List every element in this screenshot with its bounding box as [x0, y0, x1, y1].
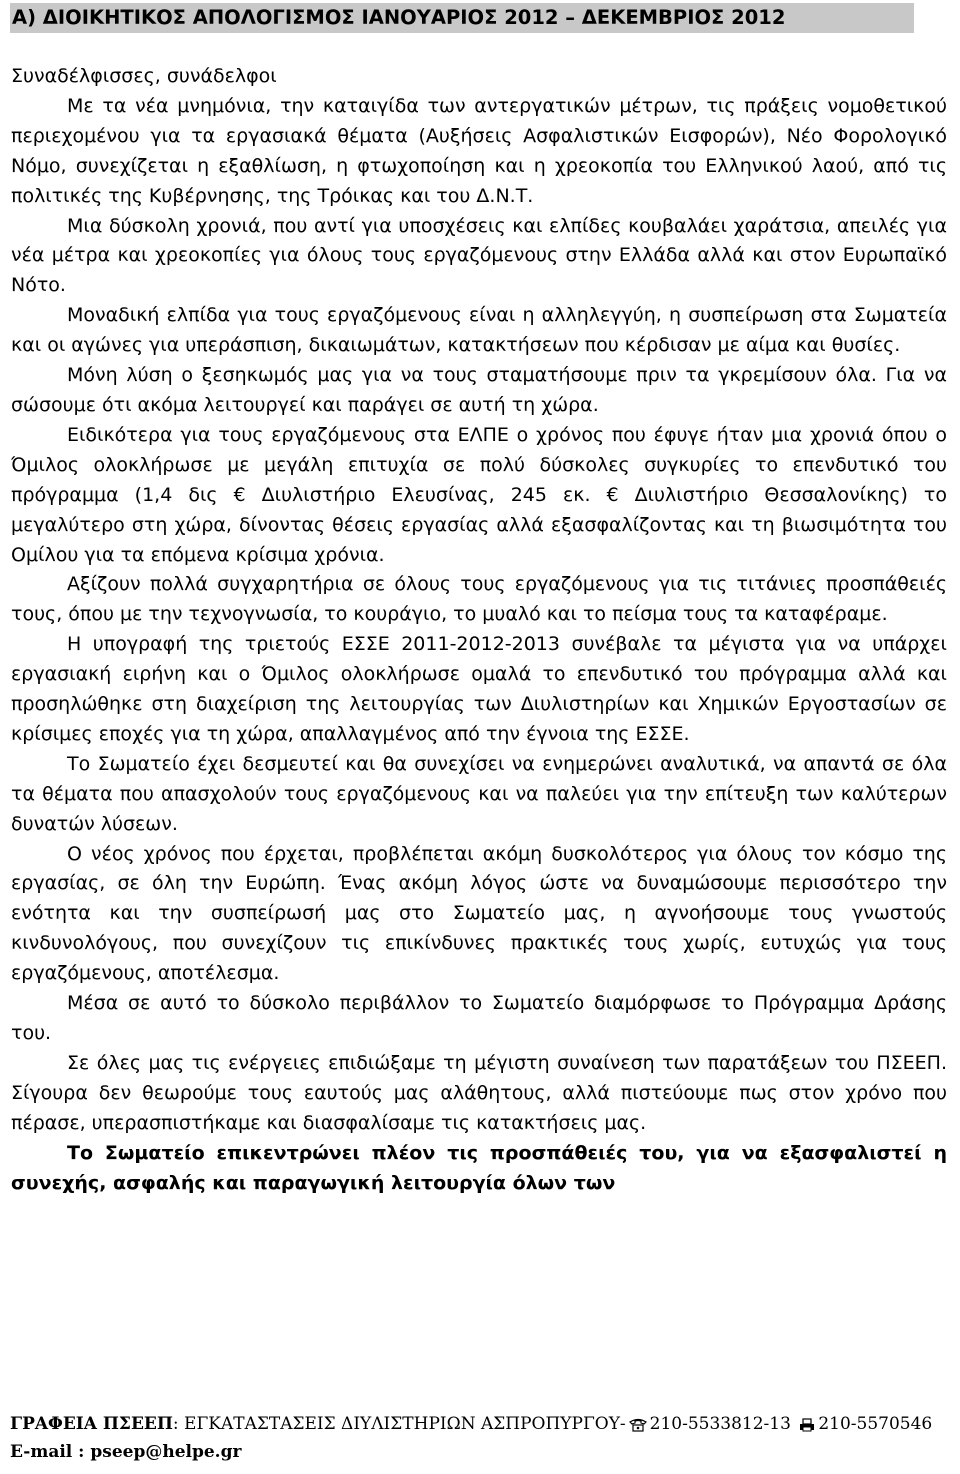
paragraph-1: Με τα νέα μνημόνια, την καταιγίδα των αντεργατικών μέτρων, τις πράξεις νομοθετικού περιεχομένου για τα εργασιακά θέματα (Αυξήσεις Ασφαλιστικών Εισφορών), Νέο Φορολογικό Νόμο, συνεχίζεται η εξαθλίωση, η φτωχοποίηση και η χρεοκοπία του Ελληνικού λαού, από τις πολιτικές της Κυβέρνησης, της Τρόικας και του Δ.Ν.Τ. — [11, 94, 947, 207]
paragraph-8: Το Σωματείο έχει δεσμευτεί και θα συνεχίσει να ενημερώνει αναλυτικά, να απαντά σε όλα τα θέματα που απασχολούν τους εργαζόμενους και να παλεύει για την επίτευξη των καλύτερων δυνατών λύσεων. — [11, 752, 947, 835]
bold-paragraph: Το Σωματείο επικεντρώνει πλέον τις προσπάθειές του, για να εξασφαλιστεί η συνεχής, ασφαλής και παραγωγική λειτουργία όλων των — [11, 1141, 947, 1194]
page-heading: Α) ΔΙΟΙΚΗΤΙΚΟΣ ΑΠΟΛΟΓΙΣΜΟΣ ΙΑΝΟΥΑΡΙΟΣ 2012 – ΔΕΚΕΜΒΡΙΟΣ 2012 — [10, 3, 914, 33]
document-body — [11, 62, 947, 1198]
paragraph-11: Σε όλες μας τις ενέργειες επιδιώξαμε τη μέγιστη συναίνεση των παρατάξεων του ΠΣΕΕΠ. Σίγουρα δεν θεωρούμε τους εαυτούς μας αλάθητους, αλλά πιστεύουμε πως στον χρόνο που πέρασε, υπερασπιστήκαμε και διασφαλίσαμε τις κατακτήσεις μας. — [11, 1051, 947, 1134]
paragraph-4: Μόνη λύση ο ξεσηκωμός μας για να τους σταματήσουμε πριν τα γκρεμίσουν όλα. Για να σώσουμε ότι ακόμα λειτουργεί και παράγει σε αυτή τη χώρα. — [11, 364, 947, 416]
paragraph-9: Ο νέος χρόνος που έρχεται, προβλέπεται ακόμη δυσκολότερος για όλους τον κόσμο της εργασίας, σε όλη την Ευρώπη. Ένας ακόμη λόγος ώστε να δυναμώσουμε περισσότερο την ενότητα και την συσπείρωσή μας στο Σωματείο μας, η αγνοήσουμε τους γνωστούς κινδυνολόγους, που συνεχίζουν τις επικίνδυνες πρακτικές τους χωρίς, ευτυχώς για τους εργαζόμενους, αποτέλεσμα. — [11, 842, 947, 985]
fax-icon — [799, 1415, 815, 1440]
office-label: ΓΡΑΦΕΙΑ ΠΣΕΕΠ — [10, 1414, 173, 1434]
paragraph-3: Μοναδική ελπίδα για τους εργαζόμενους είναι η αλληλεγγύη, η συσπείρωση στα Σωματεία και οι αγώνες για υπεράσπιση, δικαιωμάτων, κατακτήσεων που κέρδισαν με αίμα και θυσίες. — [11, 304, 947, 357]
footer-line-1 — [10, 1412, 950, 1440]
office-address: : ΕΓΚΑΤΑΣΤΑΣΕΙΣ ΔΙΥΛΙΣΤΗΡΙΩΝ ΑΣΠΡΟΠΥΡΓΟΥ- — [172, 1414, 626, 1434]
paragraph-6: Αξίζουν πολλά συγχαρητήρια σε όλους τους εργαζόμενους για τις τιτάνιες προσπάθειές τους, όπου με την τεχνογνωσία, το κουράγιο, το μυαλό και το πείσμα τους τα καταφέραμε. — [11, 573, 947, 626]
phone-number: 210-5533812-13 — [649, 1414, 791, 1434]
paragraph-10: Μέσα σε αυτό το δύσκολο περιβάλλον το Σωματείο διαμόρφωσε το Πρόγραμμα Δράσης του. — [11, 992, 947, 1044]
fax-number: 210-5570546 — [818, 1414, 933, 1434]
footer — [10, 1412, 950, 1465]
footer-email: E-mail : pseep@helpe.gr — [10, 1442, 242, 1462]
paragraph-2: Μια δύσκολη χρονιά, που αντί για υποσχέσεις και ελπίδες κουβαλάει χαράτσια, απειλές για νέα μέτρα και χρεοκοπίες για όλους τους εργαζόμενους στην Ελλάδα αλλά και στον Ευρωπαϊκό Νότο. — [11, 214, 947, 297]
paragraph-5: Ειδικότερα για τους εργαζόμενους στα ΕΛΠΕ ο χρόνος που έφυγε ήταν μια χρονιά όπου ο Όμιλος ολοκλήρωσε με μεγάλη επιτυχία σε πολύ δύσκολες συγκυρίες το επενδυτικό του πρόγραμμα (1,4 δις € Διυλιστήριο Ελευσίνας, 245 εκ. € Διυλιστήριο Θεσσαλονίκης) το μεγαλύτερο στη χώρα, δίνοντας θέσεις εργασίας αλλά εξασφαλίζοντας και τη βιωσιμότητα του Ομίλου για τα επόμενα κρίσιμα χρόνια. — [11, 423, 947, 566]
phone-icon — [629, 1415, 647, 1440]
salutation: Συναδέλφισσες, συνάδελφοι — [11, 65, 277, 87]
paragraph-7: Η υπογραφή της τριετούς ΕΣΣΕ 2011-2012-2013 συνέβαλε τα μέγιστα για να υπάρχει εργασιακή ειρήνη και ο Όμιλος ολοκλήρωσε ομαλά το επενδυτικό του πρόγραμμα αλλά και προσηλώθηκε στη διαχείριση της λειτουργίας των Διυλιστηρίων και Χημικών Εργοστασίων σε κρίσιμες εποχές για τη χώρα, απαλλαγμένος από την έγνοια της ΕΣΣΕ. — [11, 633, 947, 745]
